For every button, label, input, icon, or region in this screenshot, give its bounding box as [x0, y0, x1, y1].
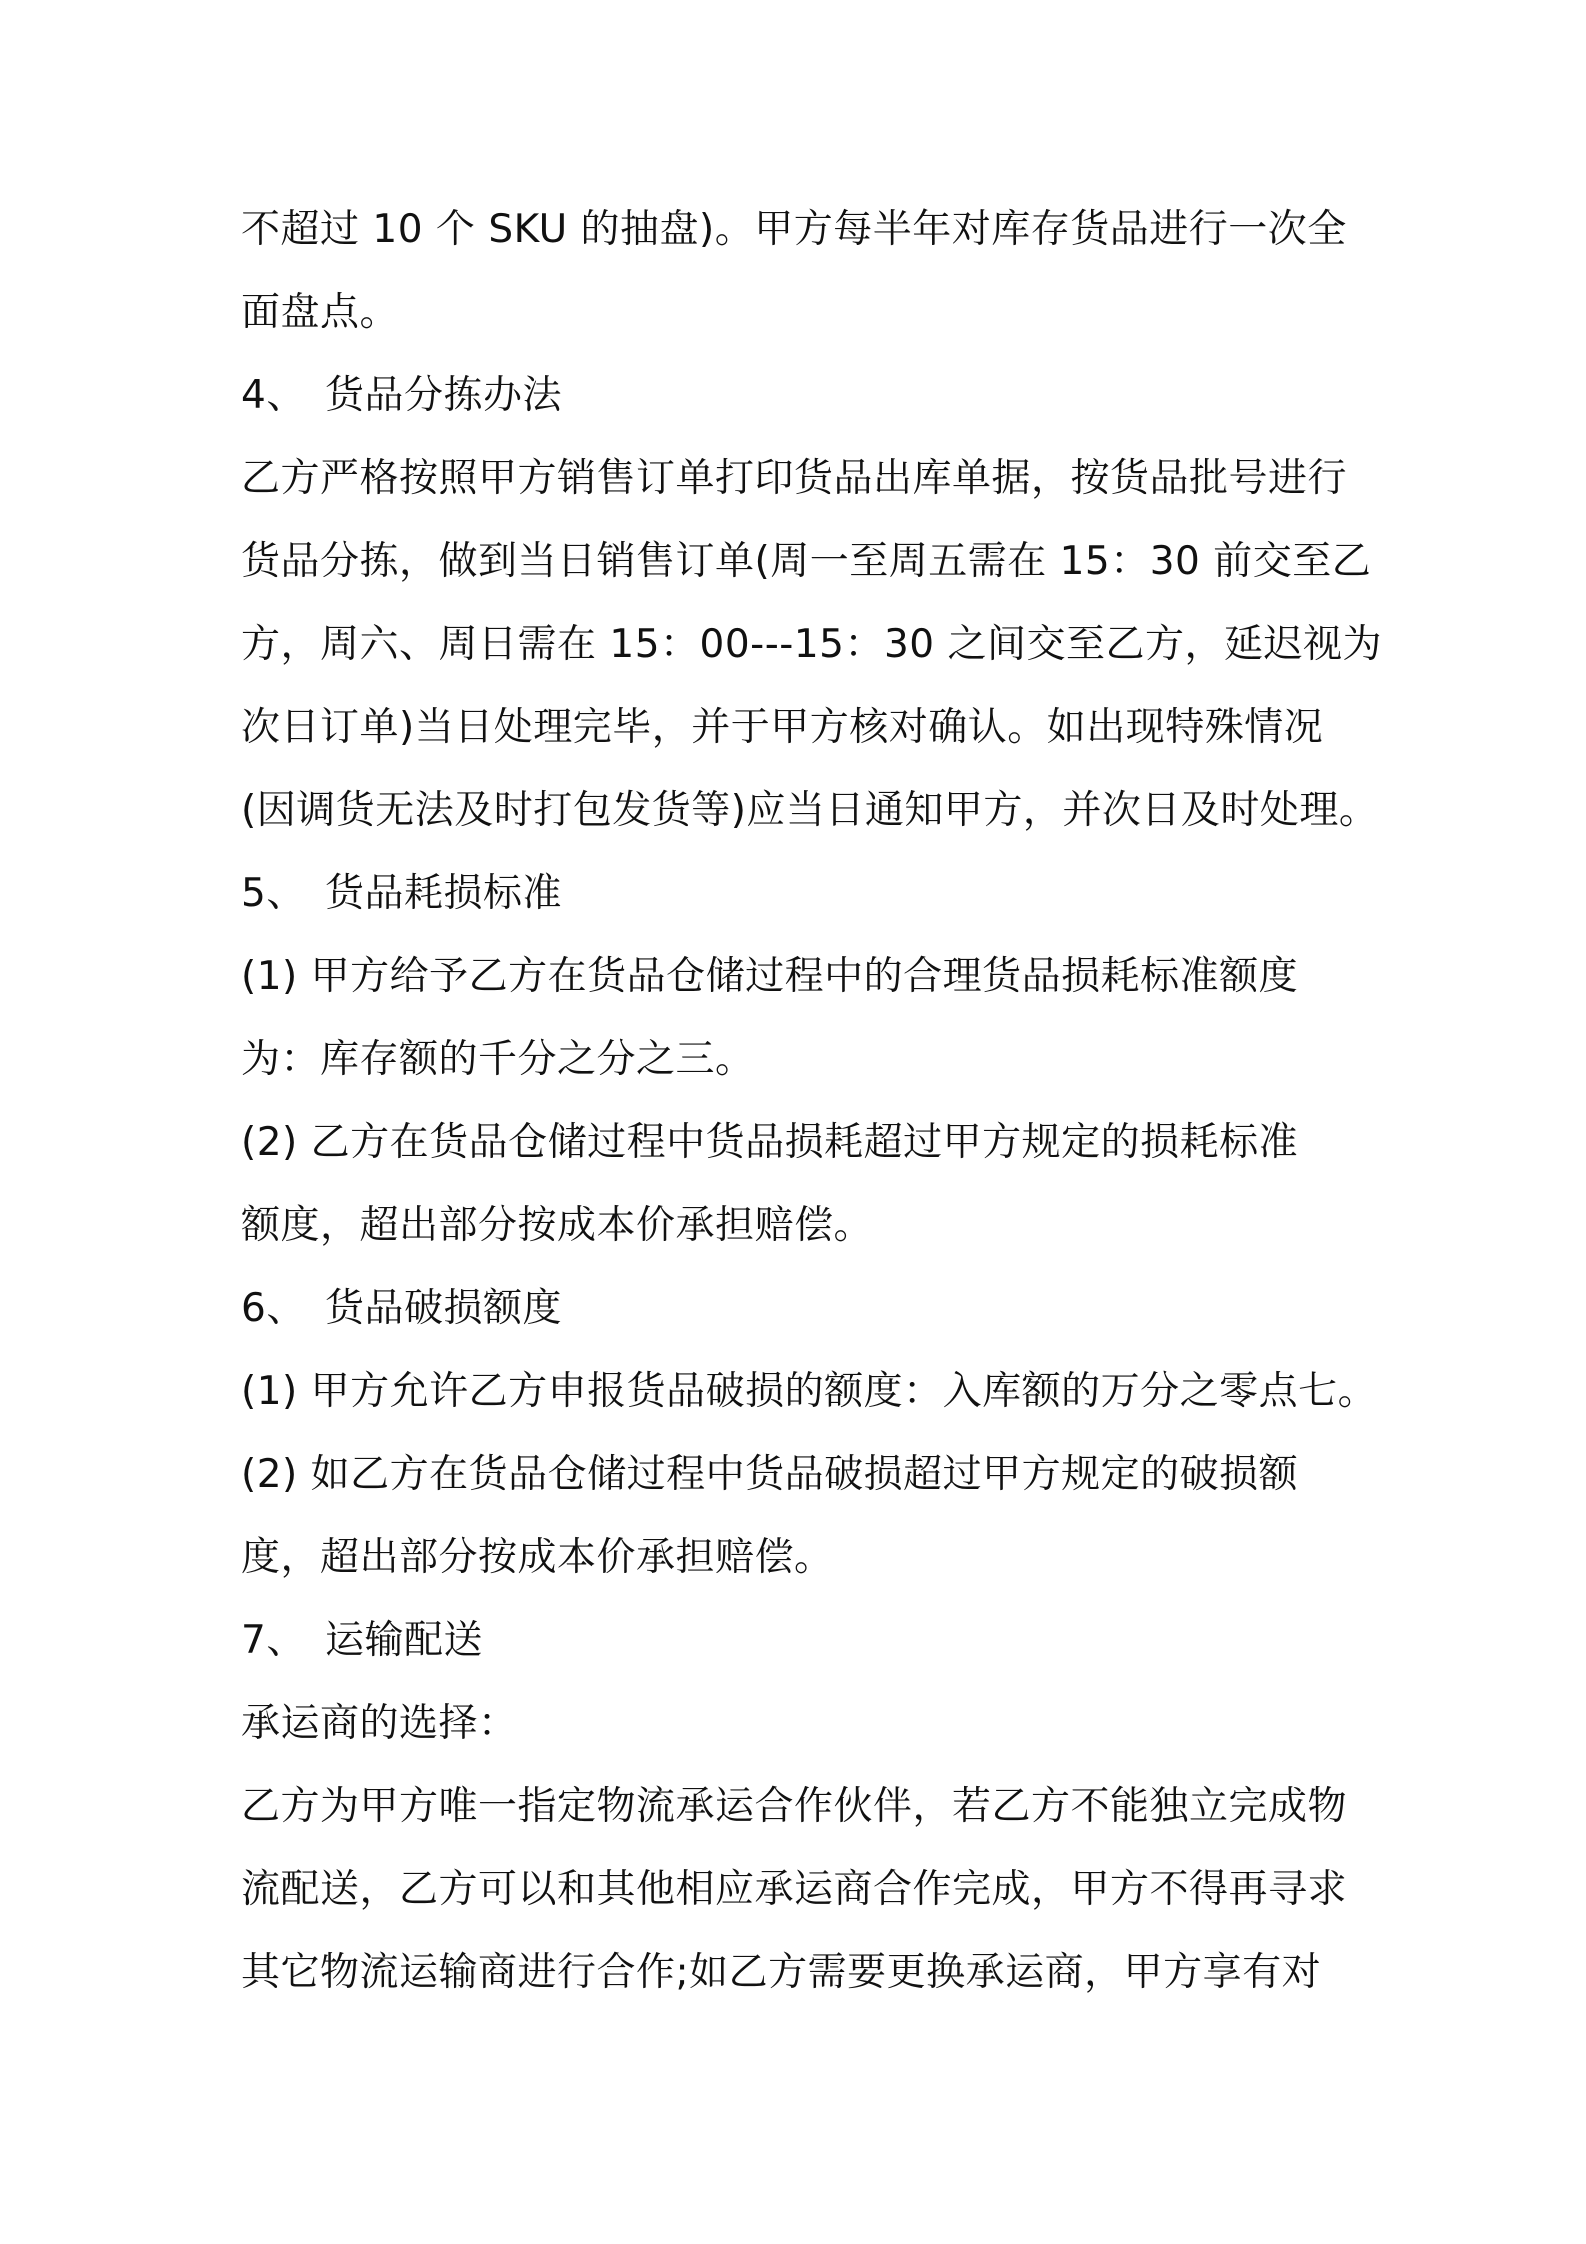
section-title: 货品耗损标准	[325, 871, 563, 916]
paragraph-line: (因调货无法及时打包发货等)应当日通知甲方，并次日及时处理。	[241, 788, 1379, 833]
paragraph-line: 不超过 10 个 SKU 的抽盘)。甲方每半年对库存货品进行一次全	[241, 207, 1347, 252]
paragraph-line: 乙方为甲方唯一指定物流承运合作伙伴，若乙方不能独立完成物	[241, 1784, 1348, 1829]
paragraph-line: 为：库存额的千分之分之三。	[241, 1037, 755, 1082]
section-title: 运输配送	[325, 1618, 484, 1663]
paragraph-line: (2) 乙方在货品仓储过程中货品损耗超过甲方规定的损耗标准	[241, 1120, 1299, 1165]
paragraph-line: 度，超出部分按成本价承担赔偿。	[241, 1535, 834, 1580]
paragraph-line: (1) 甲方允许乙方申报货品破损的额度：入库额的万分之零点七。	[241, 1369, 1378, 1414]
section-heading-6	[241, 1281, 1381, 1337]
paragraph-line: 面盘点。	[241, 290, 400, 335]
section-heading-5	[241, 866, 1381, 922]
section-title: 货品破损额度	[325, 1286, 563, 1331]
section-heading-7	[241, 1613, 1381, 1669]
paragraph-line: 承运商的选择：	[241, 1701, 518, 1746]
paragraph-line: 流配送，乙方可以和其他相应承运商合作完成，甲方不得再寻求	[241, 1867, 1348, 1912]
section-number: 5、	[241, 871, 306, 916]
paragraph-line: 货品分拣，做到当日销售订单(周一至周五需在 15：30 前交至乙	[241, 539, 1372, 584]
section-heading-4	[241, 368, 1381, 424]
section-title: 货品分拣办法	[325, 373, 563, 418]
section-number: 6、	[241, 1286, 306, 1331]
paragraph-line: 额度，超出部分按成本价承担赔偿。	[241, 1203, 874, 1248]
section-number: 7、	[241, 1618, 306, 1663]
paragraph-line: (1) 甲方给予乙方在货品仓储过程中的合理货品损耗标准额度	[241, 954, 1299, 999]
paragraph-line: 方，周六、周日需在 15：00---15：30 之间交至乙方，延迟视为	[241, 622, 1383, 667]
paragraph-line: 次日订单)当日处理完毕，并于甲方核对确认。如出现特殊情况	[241, 705, 1324, 750]
paragraph-line: (2) 如乙方在货品仓储过程中货品破损超过甲方规定的破损额	[241, 1452, 1299, 1497]
paragraph-line: 乙方严格按照甲方销售订单打印货品出库单据，按货品批号进行	[241, 456, 1348, 501]
section-number: 4、	[241, 373, 306, 418]
paragraph-line: 其它物流运输商进行合作;如乙方需要更换承运商，甲方享有对	[241, 1950, 1322, 1995]
